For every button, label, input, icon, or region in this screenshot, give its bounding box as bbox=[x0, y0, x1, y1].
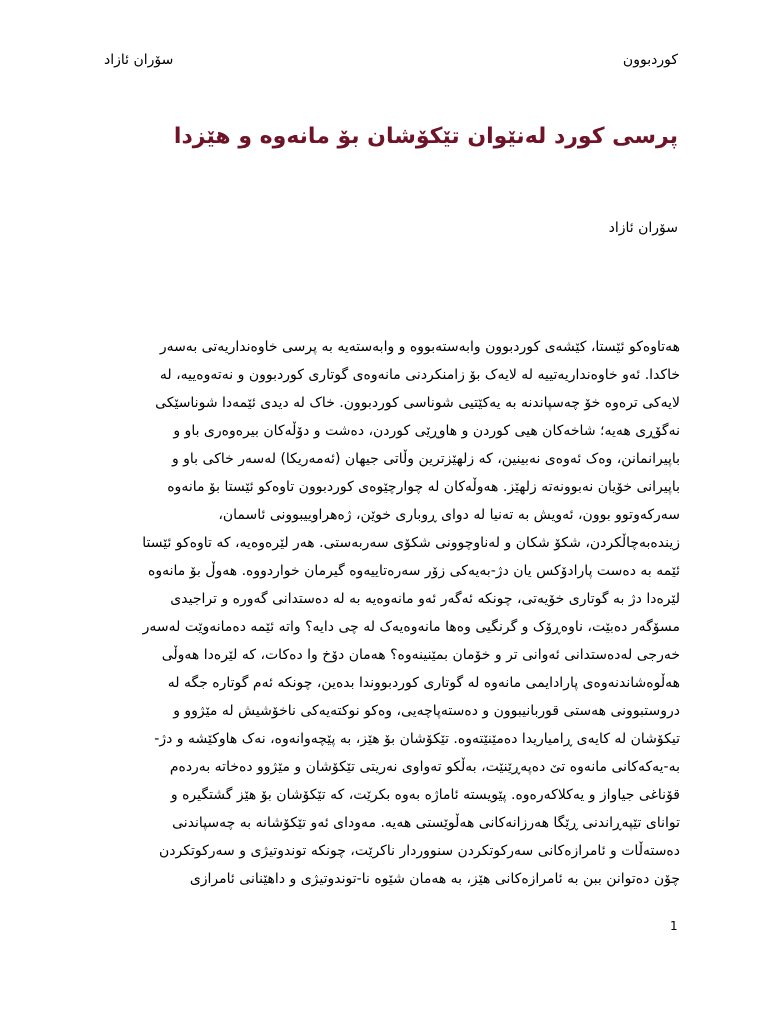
body-line: توانای تێپەڕاندنی ڕێگا هەرزانەکانی هەڵوێستی هەیە. مەودای ئەو تێکۆشانە بە چەسپاندنی bbox=[172, 815, 680, 831]
body-line: قۆناغی جیاواز و یەکلاکەرەوە. پێویستە ئاماژە بەوە بکرێت، کە تێکۆشان بۆ هێز گشتگیرە و bbox=[170, 787, 680, 803]
body-line: هەڵوەشاندنەوەی پارادایمی مانەوە لە گوتاری کوردبووندا بدەین، چونکە ئەم گوتارە جگە لە bbox=[167, 675, 680, 691]
header-author: سۆران ئازاد bbox=[104, 52, 174, 68]
body-line: ئێمە بە دەست پارادۆکس یان دژ-بەیەکی زۆر سەرەتاییەوە گیرمان خواردووە. هەوڵ بۆ مانەوە bbox=[148, 563, 680, 579]
article-title: پرسی کورد لەنێوان تێکۆشان بۆ مانەوە و هێزدا bbox=[173, 124, 678, 149]
body-line: باپیرانی خۆیان نەبوونەتە زلهێز. هەوڵەکان لە چوارچێوەی کوردبوون تاوەکو ئێستا بۆ مانەوە bbox=[167, 479, 680, 495]
body-line: تیکۆشان لە کایەی ڕامیاریدا دەمێنێتەوە. تێکۆشان بۆ هێز، بە پێچەوانەوە، نەک هاوکێشە و دژ- bbox=[154, 731, 680, 747]
body-line: زیندەبەچاڵکردن، شکۆ شکان و لەناوچوونی شکۆی سەربەستی. هەر لێرەوەیە، کە تاوەکو ئێستا bbox=[142, 535, 680, 551]
body-line: بە-یەکەکانی مانەوە تێ دەپەڕێنێت، بەڵکو تەواوی نەریتی تێکۆشان و مێژوو دەخاتە بەردەم bbox=[169, 759, 680, 775]
page-number: 1 bbox=[670, 919, 678, 933]
body-line: مسۆگەر دەبێت، ناوەڕۆک و گرنگیی وەها مانەوەیەک لە چی دایە؟ واتە ئێمە دەمانەوێت لەسەر bbox=[142, 619, 680, 635]
body-line: سەرکەوتوو بوون، ئەویش بە تەنیا لە دوای ڕوباری خوێن، ژەهراوییبوونی ئاسمان، bbox=[218, 507, 680, 523]
body-line: دروستبوونی هەستی قوربانیبوون و دەستەپاچەیی، وەکو نوکتەیەکی ناخۆشیش لە مێژوو و bbox=[173, 703, 680, 719]
body-line: نەگۆڕی هەیە؛ شاخەکان هیی کوردن و هاوڕێی کوردن، دەشت و دۆڵەکان بیرەوەری باو و bbox=[173, 423, 680, 439]
body-line: چۆن دەتوانن ببن بە ئامرازەکانی هێز، بە هەمان شێوە نا-توندوتیژی و داهێنانی ئامرازی bbox=[189, 871, 680, 887]
body-line: باپیرانمانن، وەک ئەوەی نەبینین، کە زلهێزترین وڵاتی جیهان (ئەمەریکا) لەسەر خاکی باو و bbox=[171, 451, 680, 467]
body-line: خاکدا. ئەو خاوەنداریەتییە لە لایەک بۆ زامنکردنی مانەوەی گوتاری کوردبوون و نەتەوەییە، لە bbox=[159, 367, 680, 383]
body-line: هەتاوەکو ئێستا، کێشەی کوردبوون وابەستەبووە و وابەستەیە بە پرسی خاوەنداریەتی بەسەر bbox=[159, 339, 680, 355]
body-text bbox=[82, 333, 680, 893]
body-line: خەرجی لەدەستدانی ئەوانی تر و خۆمان بمێنینەوە؟ هەمان دۆخ وا دەکات، کە لێرەدا هەوڵی bbox=[161, 647, 680, 663]
article-author: سۆران ئازاد bbox=[608, 220, 678, 236]
body-line: دەستەڵات و ئامرازەکانی سەرکوتکردن سنووردار ناکرێت، چونکە توندوتیژی و سەرکوتکردن bbox=[159, 843, 680, 859]
body-line: لێرەدا دژ بە گوتاری خۆیەتی، چونکە ئەگەر ئەو مانەوەیە بە لە دەستدانی گەورە و تراجیدی bbox=[170, 591, 680, 607]
body-line: لایەکی ترەوە خۆ چەسپاندنە بە یەکێتیی شوناسی کوردبوون. خاک لە دیدی ئێمەدا شوناسێکی bbox=[155, 395, 680, 411]
header-title: كوردبوون bbox=[622, 52, 678, 68]
